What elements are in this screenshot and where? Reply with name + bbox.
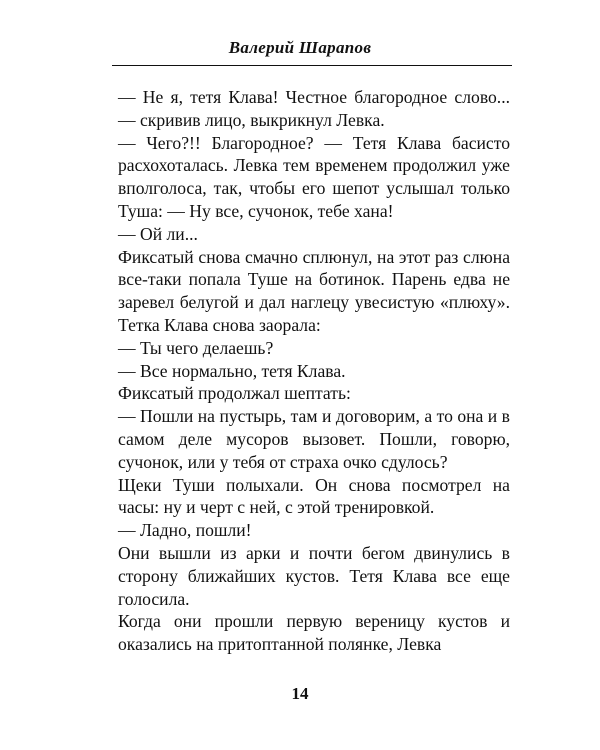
paragraph: — Ладно, пошли! [118,520,252,541]
running-header: Валерий Шарапов [228,38,372,57]
page-body [118,86,510,656]
paragraph: — Не я, тетя Клава! Честное благородное слово... — скривив лицо, выкрикнул Левка. [118,87,510,130]
paragraph: — Ты чего делаешь? [118,337,274,358]
paragraph: Щеки Туши полыхали. Он снова посмотрел на часы: ну и черт с ней, с этой тренировкой. [118,474,510,518]
paragraph: Они вышли из арки и почти бегом двинулись в сторону ближайших кустов. Тетя Клава все еще голосила. [118,542,510,609]
header-rule [112,65,512,66]
paragraph: Когда они прошли первую вереницу кустов и оказались на притоптанной полянке, Левка [118,611,510,655]
paragraph: — Пошли на пустырь, там и договорим, а то она и в самом деле мусоров вызовет. Пошли, говорю, сучонок, или у тебя от страха очко сдулось? [118,406,510,472]
paragraph: Фиксатый снова смачно сплюнул, на этот раз слюна все-таки попала Туше на ботинок. Парень едва не заревел белугой и дал наглецу увесистую «плюху». Тетка Клава снова заорала: [118,246,510,335]
paragraph: — Чего?!! Благородное? — Тетя Клава басисто расхохоталась. Левка тем временем продолжил уже вполголоса, так, чтобы его шепот услышал только Туша: — Ну все, сучонок, тебе хана! [118,132,510,221]
paragraph: — Все нормально, тетя Клава. [118,360,346,381]
paragraph: Фиксатый продолжал шептать: [118,383,351,404]
paragraph: — Ой ли... [118,223,198,244]
page-number: 14 [291,684,309,703]
